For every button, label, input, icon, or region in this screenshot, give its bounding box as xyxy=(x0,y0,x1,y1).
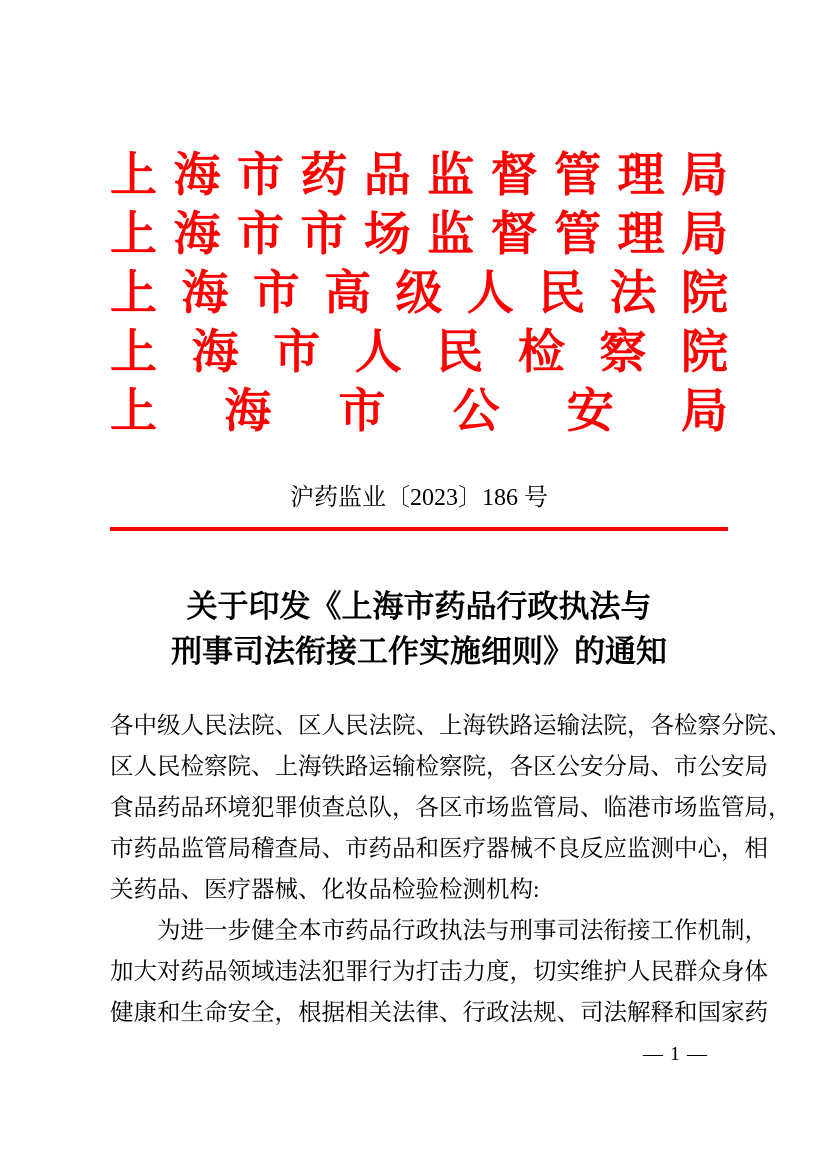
body-line: 健康和生命安全，根据相关法律、行政法规、司法解释和国家药 xyxy=(110,1000,768,1026)
letterhead-agency-2: 上 海 市 市 场 监 督 管 理 局 xyxy=(110,209,728,261)
document-title xyxy=(104,584,734,674)
page-number: — 1 — xyxy=(643,1043,708,1065)
body-line: 市药品监管局稽查局、市药品和医疗器械不良反应监测中心，相 xyxy=(110,836,768,862)
red-divider-rule xyxy=(110,527,728,531)
body-line: 加大对药品领域违法犯罪行为打击力度，切实维护人民群众身体 xyxy=(110,959,768,985)
document-title-line-2: 刑事司法衔接工作实施细则》的通知 xyxy=(171,634,667,669)
body-line: 为进一步健全本市药品行政执法与刑事司法衔接工作机制， xyxy=(157,918,768,944)
document-number: 沪药监业〔2023〕186 号 xyxy=(290,485,548,511)
letterhead-agency-1: 上 海 市 药 品 监 督 管 理 局 xyxy=(110,150,728,202)
red-letterhead xyxy=(110,147,728,442)
intro-paragraph xyxy=(110,911,768,1034)
document-body xyxy=(110,706,792,1034)
body-line: 各中级人民法院、区人民法院、上海铁路运输法院，各检察分院、 xyxy=(110,713,792,739)
letterhead-agency-4: 上 海 市 人 民 检 察 院 xyxy=(110,327,728,379)
letterhead-agency-5: 上 海 市 公 安 局 xyxy=(110,386,728,438)
recipients-paragraph xyxy=(110,706,792,911)
letterhead-agency-3: 上 海 市 高 级 人 民 法 院 xyxy=(110,268,728,320)
body-line: 食品药品环境犯罪侦查总队，各区市场监管局、临港市场监管局， xyxy=(110,795,792,821)
body-line: 关药品、医疗器械、化妆品检验检测机构: xyxy=(110,877,540,903)
body-line: 区人民检察院、上海铁路运输检察院，各区公安分局、市公安局 xyxy=(110,754,768,780)
document-title-line-1: 关于印发《上海市药品行政执法与 xyxy=(186,589,652,624)
